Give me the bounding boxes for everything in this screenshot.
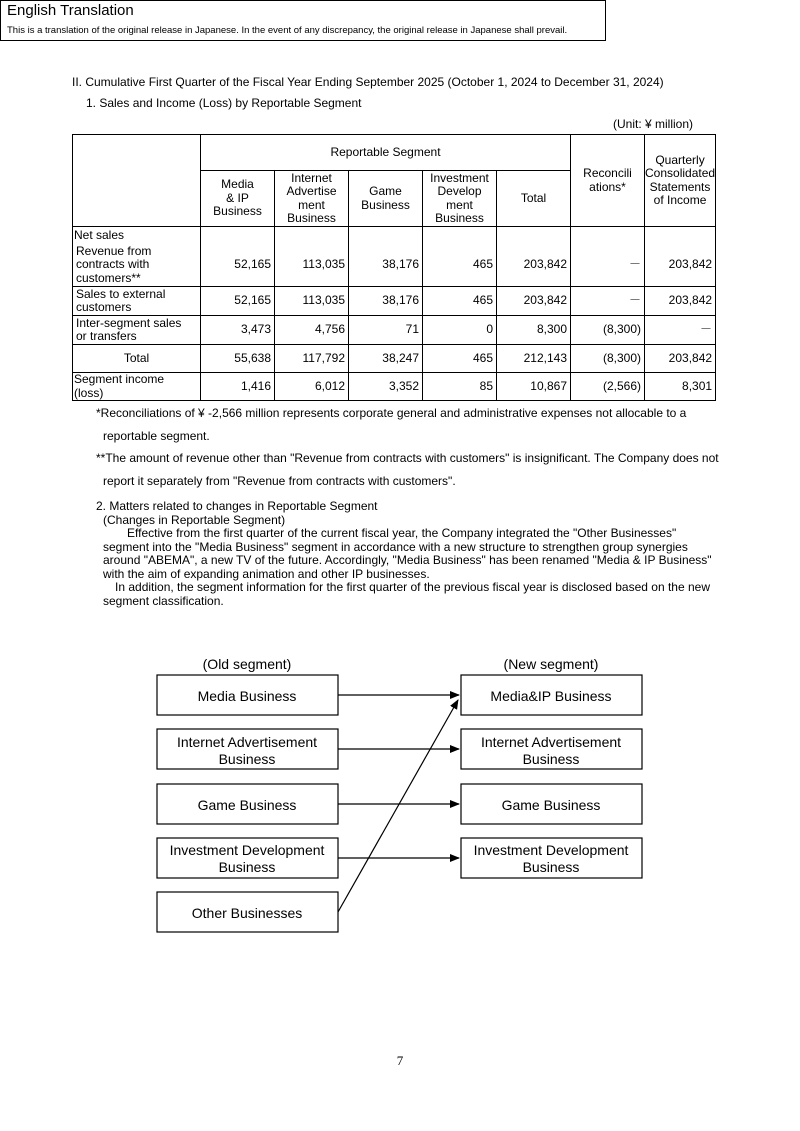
cell-value: 0 bbox=[423, 316, 497, 345]
table-row bbox=[73, 373, 716, 401]
cell-value: 203,842 bbox=[645, 345, 716, 373]
svg-text:Business: Business bbox=[218, 751, 276, 767]
paragraph-line: segment into the "Media Business" segment in accordance with a new structure to strengthen group synergies bbox=[103, 539, 688, 554]
col-header-media-ip: Media & IP Business bbox=[201, 171, 275, 227]
new-segment-title: (New segment) bbox=[503, 656, 599, 672]
cell-value: 52,165 bbox=[201, 287, 275, 316]
svg-text:Game Business: Game Business bbox=[197, 797, 297, 813]
new-box-media-ip bbox=[461, 675, 642, 715]
cell-value: 8,301 bbox=[645, 373, 716, 401]
footnote-revenue-cont: report it separately from "Revenue from contracts with customers". bbox=[103, 473, 456, 488]
old-box-investment bbox=[157, 838, 338, 878]
translation-disclaimer: This is a translation of the original release in Japanese. In the event of any discrepancy, the original release in Japanese shall prevail. bbox=[7, 25, 568, 36]
new-box-investment bbox=[461, 838, 642, 878]
table-row bbox=[73, 287, 716, 316]
cell-value: 113,035 bbox=[275, 287, 349, 316]
paragraph-line: segment classification. bbox=[103, 593, 224, 608]
svg-text:Business: Business bbox=[522, 859, 580, 875]
footnote-revenue: **The amount of revenue other than "Revenue from contracts with customers" is insignificant. The Company does not bbox=[96, 451, 719, 465]
row-label: Inter-segment sales or transfers bbox=[73, 316, 201, 345]
cell-value: (8,300) bbox=[571, 345, 645, 373]
cell-value: 52,165 bbox=[201, 244, 275, 287]
paragraph-line: around "ABEMA", a new TV of the future. Accordingly, "Media Business" has been renamed "Media & IP Business" bbox=[103, 553, 712, 567]
footnote-reconciliations: *Reconciliations of ¥ -2,566 million represents corporate general and administrative expenses not allocable to a bbox=[96, 406, 687, 420]
row-label: Segment income (loss) bbox=[73, 373, 201, 401]
cell-value: 10,867 bbox=[497, 373, 571, 401]
table-heading: 1. Sales and Income (Loss) by Reportable Segment bbox=[86, 96, 362, 110]
table-row bbox=[73, 316, 716, 345]
translation-title: English Translation bbox=[7, 2, 134, 19]
cell-value: 203,842 bbox=[645, 244, 716, 287]
svg-text:Media&IP Business: Media&IP Business bbox=[490, 688, 612, 704]
svg-text:Internet Advertisement: Internet Advertisement bbox=[176, 734, 318, 750]
cell-value: 203,842 bbox=[497, 244, 571, 287]
table-row-total bbox=[73, 345, 716, 373]
cell-value: 117,792 bbox=[275, 345, 349, 373]
col-header-investment: Investment Develop ment Business bbox=[423, 171, 497, 227]
cell-value: 38,247 bbox=[349, 345, 423, 373]
cell-value: 3,352 bbox=[349, 373, 423, 401]
cell-value: 55,638 bbox=[201, 345, 275, 373]
segment-change-section bbox=[96, 500, 736, 608]
cell-value: 71 bbox=[349, 316, 423, 345]
cell-value: 3,473 bbox=[201, 316, 275, 345]
cell-value: 8,300 bbox=[497, 316, 571, 345]
arrow-other-to-media-ip bbox=[338, 700, 458, 912]
reportable-segment-header: Reportable Segment bbox=[201, 135, 571, 171]
page-number: 7 bbox=[396, 1053, 404, 1068]
table-footnotes bbox=[96, 402, 736, 492]
paragraph-line: Effective from the first quarter of the current fiscal year, the Company integrated the "Other Businesses" bbox=[127, 526, 677, 540]
svg-text:Business: Business bbox=[522, 751, 580, 767]
paragraph-line: In addition, the segment information for the first quarter of the previous fiscal year is disclosed based on the new bbox=[115, 580, 710, 594]
old-box-media bbox=[157, 675, 338, 715]
cell-value: 6,012 bbox=[275, 373, 349, 401]
segment-change-diagram bbox=[0, 640, 800, 950]
table-row bbox=[73, 244, 716, 287]
unit-label: (Unit: ¥ million) bbox=[613, 117, 694, 131]
svg-text:Internet Advertisement: Internet Advertisement bbox=[480, 734, 622, 750]
svg-text:Investment Development: Investment Development bbox=[473, 842, 629, 858]
old-box-game bbox=[157, 784, 338, 824]
col-header-total: Total bbox=[497, 171, 571, 227]
cell-value: － bbox=[571, 244, 645, 287]
section2-heading: 2. Matters related to changes in Reportable Segment bbox=[96, 499, 378, 513]
footnote-reconciliations-cont: reportable segment. bbox=[103, 428, 210, 443]
cell-value: 465 bbox=[423, 244, 497, 287]
old-box-internet-ad bbox=[157, 729, 338, 769]
section-heading: II. Cumulative First Quarter of the Fiscal Year Ending September 2025 (October 1, 2024 to December 31, 2024) bbox=[72, 75, 664, 89]
header-empty-cell bbox=[73, 135, 201, 227]
segment-table bbox=[72, 134, 716, 401]
old-segment-title: (Old segment) bbox=[202, 656, 292, 672]
col-header-consolidated: Quarterly Consolidated Statements of Income bbox=[645, 135, 716, 227]
cell-value: 465 bbox=[423, 345, 497, 373]
cell-value: (2,566) bbox=[571, 373, 645, 401]
svg-text:Investment Development: Investment Development bbox=[169, 842, 325, 858]
svg-text:Game Business: Game Business bbox=[501, 797, 601, 813]
cell-value: 113,035 bbox=[275, 244, 349, 287]
svg-text:Business: Business bbox=[218, 859, 276, 875]
cell-value: 203,842 bbox=[497, 287, 571, 316]
col-header-internet-ad: Internet Advertise ment Business bbox=[275, 171, 349, 227]
col-header-game: Game Business bbox=[349, 171, 423, 227]
cell-value: 203,842 bbox=[645, 287, 716, 316]
paragraph-line: with the aim of expanding animation and other IP businesses. bbox=[103, 566, 430, 581]
cell-value: 4,756 bbox=[275, 316, 349, 345]
section2-subheading: (Changes in Reportable Segment) bbox=[103, 512, 286, 527]
cell-value: 85 bbox=[423, 373, 497, 401]
row-label: Revenue from contracts with customers** bbox=[73, 244, 201, 287]
row-label: Total bbox=[73, 345, 201, 373]
new-box-internet-ad bbox=[461, 729, 642, 769]
new-box-game bbox=[461, 784, 642, 824]
row-label-net-sales: Net sales bbox=[73, 227, 201, 244]
cell-value: (8,300) bbox=[571, 316, 645, 345]
cell-value: 38,176 bbox=[349, 244, 423, 287]
translation-notice-box bbox=[0, 0, 606, 41]
svg-text:Other Businesses: Other Businesses bbox=[191, 905, 303, 921]
cell-value: 1,416 bbox=[201, 373, 275, 401]
cell-value: 38,176 bbox=[349, 287, 423, 316]
row-label: Sales to external customers bbox=[73, 287, 201, 316]
cell-value: － bbox=[645, 316, 716, 345]
col-header-reconciliations: Reconcili ations* bbox=[571, 135, 645, 227]
svg-text:Media Business: Media Business bbox=[197, 688, 297, 704]
old-box-other bbox=[157, 892, 338, 932]
cell-value: － bbox=[571, 287, 645, 316]
cell-value: 212,143 bbox=[497, 345, 571, 373]
cell-value: 465 bbox=[423, 287, 497, 316]
